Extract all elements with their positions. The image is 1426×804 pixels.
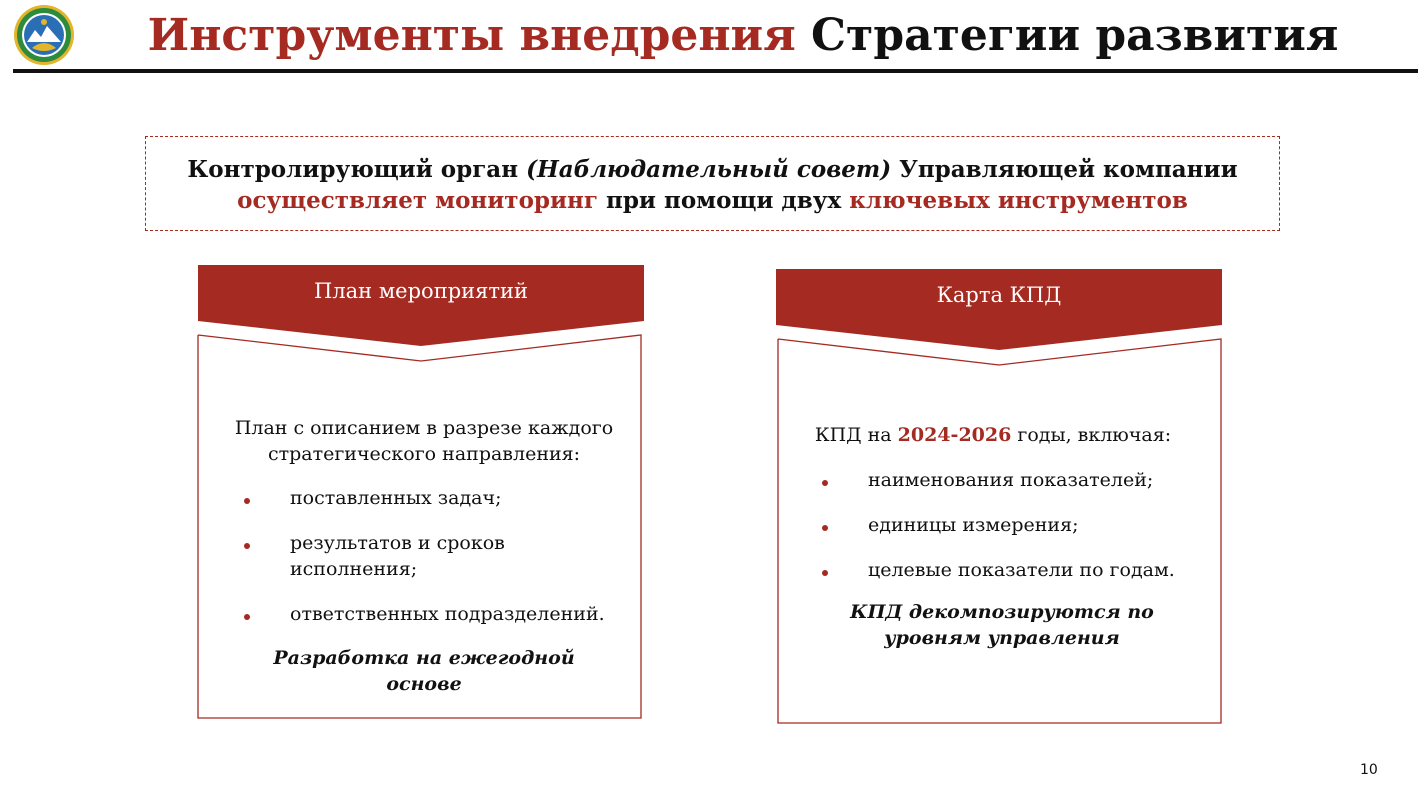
list-item <box>244 485 614 511</box>
kpd-list <box>822 467 1192 583</box>
intro-line-2 <box>146 185 1279 216</box>
kpd-card-header: Карта КПД <box>936 283 1062 307</box>
list-item-text: поставленных задач; <box>290 487 502 509</box>
bullet-icon <box>822 480 828 486</box>
plan-note: Разработка на ежегодной основе <box>273 647 575 695</box>
kpd-lead-prefix: КПД на <box>814 424 892 446</box>
bullet-icon <box>822 525 828 531</box>
plan-card-body <box>234 415 614 697</box>
intro-box <box>145 136 1280 231</box>
kpd-note: КПД декомпозируются по уровням управления <box>850 601 1154 649</box>
list-item <box>822 512 1192 538</box>
page-title <box>60 8 1426 64</box>
kpd-lead <box>794 422 1192 448</box>
bullet-icon <box>244 498 250 504</box>
page-number: 10 <box>1360 762 1378 778</box>
list-item-text: результатов и сроков исполнения; <box>290 532 505 580</box>
list-item <box>822 467 1192 493</box>
title-divider <box>13 69 1418 73</box>
intro-text: при помощи двух <box>606 187 842 214</box>
intro-text: Управляющей компании <box>899 156 1238 183</box>
title-black-part: Стратегии развития <box>811 10 1339 61</box>
plan-lead: План с описанием в разрезе каждого стратегического направления: <box>234 417 614 465</box>
kpd-lead-years: 2024-2026 <box>897 424 1012 446</box>
list-item-text: наименования показателей; <box>868 469 1154 491</box>
list-item <box>244 601 614 627</box>
list-item-text: ответственных подразделений. <box>290 603 605 625</box>
plan-card <box>198 265 644 725</box>
list-item <box>244 530 614 582</box>
kpd-card-body <box>812 422 1192 651</box>
intro-line-1 <box>146 154 1279 185</box>
title-red-part: Инструменты внедрения <box>147 10 796 61</box>
kpd-card <box>776 269 1222 729</box>
kpd-lead-suffix: годы, включая: <box>1017 424 1172 446</box>
bullet-icon <box>822 570 828 576</box>
list-item-text: единицы измерения; <box>868 514 1079 536</box>
intro-text: Контролирующий орган <box>187 156 519 183</box>
intro-highlight: осуществляет мониторинг <box>237 187 598 214</box>
bullet-icon <box>244 543 250 549</box>
list-item <box>822 557 1192 583</box>
bullet-icon <box>244 614 250 620</box>
intro-highlight: ключевых инструментов <box>849 187 1188 214</box>
list-item-text: целевые показатели по годам. <box>868 559 1175 581</box>
plan-list <box>244 485 614 627</box>
intro-italic-text: (Наблюдательный совет) <box>526 156 892 183</box>
plan-card-header: План мероприятий <box>314 279 528 303</box>
